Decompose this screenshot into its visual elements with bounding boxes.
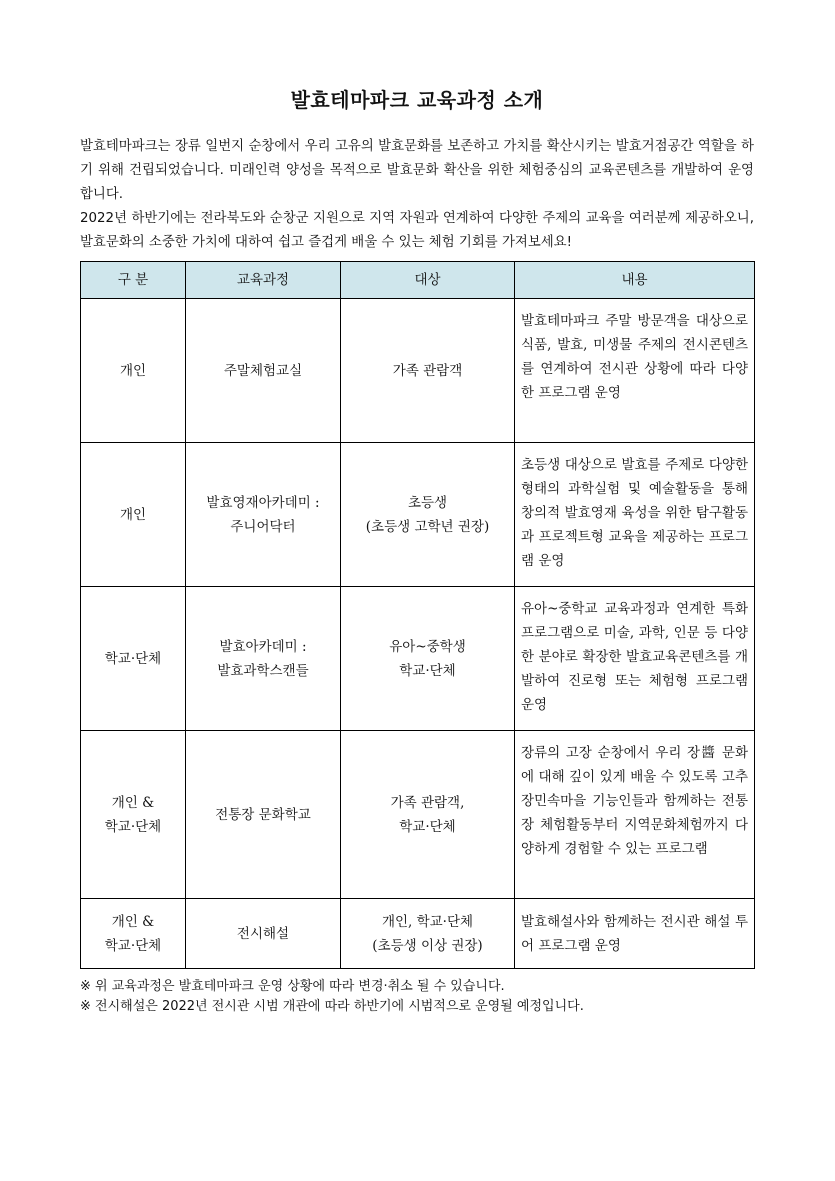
cell-category [81, 899, 186, 969]
header-target: 대상 [341, 262, 515, 299]
cell-course [186, 899, 341, 969]
category-line: 학교·단체 [104, 818, 162, 835]
cell-category [81, 299, 186, 443]
cell-content: 초등생 대상으로 발효를 주제로 다양한 형태의 과학실험 및 예술활동을 통해 창의적 발효영재 육성을 위한 탐구활동과 프로젝트형 교육을 제공하는 프로그램 운영 [515, 443, 755, 587]
cell-content: 유아~중학교 교육과정과 연계한 특화프로그램으로 미술, 과학, 인문 등 다양한 분야로 확장한 발효교육콘텐츠를 개발하여 진로형 또는 체험형 프로그램 운영 [515, 587, 755, 731]
course-line: 주말체험교실 [223, 362, 303, 379]
cell-course [186, 731, 341, 899]
target-line: 가족 관람객, [390, 794, 465, 811]
target-line: 학교·단체 [399, 662, 456, 679]
footnote: ※ 전시해설은 2022년 전시관 시범 개관에 따라 하반기에 시범적으로 운영될 예정입니다. [80, 999, 584, 1014]
target-line: (초등생 이상 권장) [372, 937, 483, 954]
table-row [81, 299, 755, 443]
cell-target [341, 731, 515, 899]
cell-target [341, 299, 515, 443]
cell-target [341, 587, 515, 731]
cell-category [81, 587, 186, 731]
table-row [81, 443, 755, 587]
category-line: 개인 & [111, 794, 155, 811]
table-row [81, 899, 755, 969]
intro-paragraph-1: 발효테마파크는 장류 일번지 순창에서 우리 고유의 발효문화를 보존하고 가치를 확산시키는 발효거점공간 역할을 하기 위해 건립되었습니다. 미래인력 양성을 목적으로 발효문화 확산을 위한 체험중심의 교육콘텐츠를 개발하여 운영합니다. [80, 139, 754, 202]
table-row [81, 587, 755, 731]
cell-category [81, 443, 186, 587]
course-line: 발효과학스캔들 [217, 662, 309, 679]
header-category: 구 분 [81, 262, 186, 299]
header-content: 내용 [515, 262, 755, 299]
header-course: 교육과정 [186, 262, 341, 299]
course-line: 전시해설 [236, 925, 290, 942]
course-line: 발효아카데미 : [219, 638, 307, 655]
page-title: 발효테마파크 교육과정 소개 [290, 88, 544, 112]
target-line: 가족 관람객 [392, 362, 463, 379]
cell-content: 발효테마파크 주말 방문객을 대상으로 식품, 발효, 미생물 주제의 전시콘텐츠를 연계하여 전시관 상황에 따라 다양한 프로그램 운영 [515, 299, 755, 443]
table-row [81, 731, 755, 899]
target-line: 유아~중학생 [389, 638, 466, 655]
category-line: 개인 [119, 362, 147, 379]
intro-text [80, 135, 754, 255]
intro-paragraph-2: 2022년 하반기에는 전라북도와 순창군 지원으로 지역 자원과 연계하여 다양한 주제의 교육을 여러분께 제공하오니, 발효문화의 소중한 가치에 대하여 쉽고 즐겁게 배울 수 있는 체험 기회를 가져보세요! [80, 211, 754, 250]
target-line: (초등생 고학년 권장) [365, 518, 490, 535]
cell-target [341, 899, 515, 969]
target-line: 개인, 학교·단체 [381, 913, 474, 930]
cell-category [81, 731, 186, 899]
category-line: 학교·단체 [104, 650, 162, 667]
course-line: 전통장 문화학교 [215, 806, 311, 823]
cell-target [341, 443, 515, 587]
footnotes [80, 977, 754, 1017]
cell-content: 발효해설사와 함께하는 전시관 해설 투어 프로그램 운영 [515, 899, 755, 969]
course-table [80, 261, 755, 969]
category-line: 개인 & [111, 913, 155, 930]
cell-course [186, 443, 341, 587]
cell-content: 장류의 고장 순창에서 우리 장醬 문화에 대해 깊이 있게 배울 수 있도록 고추장민속마을 기능인들과 함께하는 전통장 체험활동부터 지역문화체험까지 다양하게 경험할 수 있는 프로그램 [515, 731, 755, 899]
category-line: 개인 [119, 506, 147, 523]
course-line: 주니어닥터 [230, 518, 296, 535]
table-header-row [81, 262, 755, 299]
target-line: 초등생 [407, 494, 448, 511]
footnote: ※ 위 교육과정은 발효테마파크 운영 상황에 따라 변경·취소 될 수 있습니다. [80, 979, 505, 994]
course-line: 발효영재아카데미 : [206, 494, 320, 511]
cell-course [186, 299, 341, 443]
category-line: 학교·단체 [104, 937, 162, 954]
target-line: 학교·단체 [399, 818, 456, 835]
cell-course [186, 587, 341, 731]
document-page [80, 0, 754, 1017]
